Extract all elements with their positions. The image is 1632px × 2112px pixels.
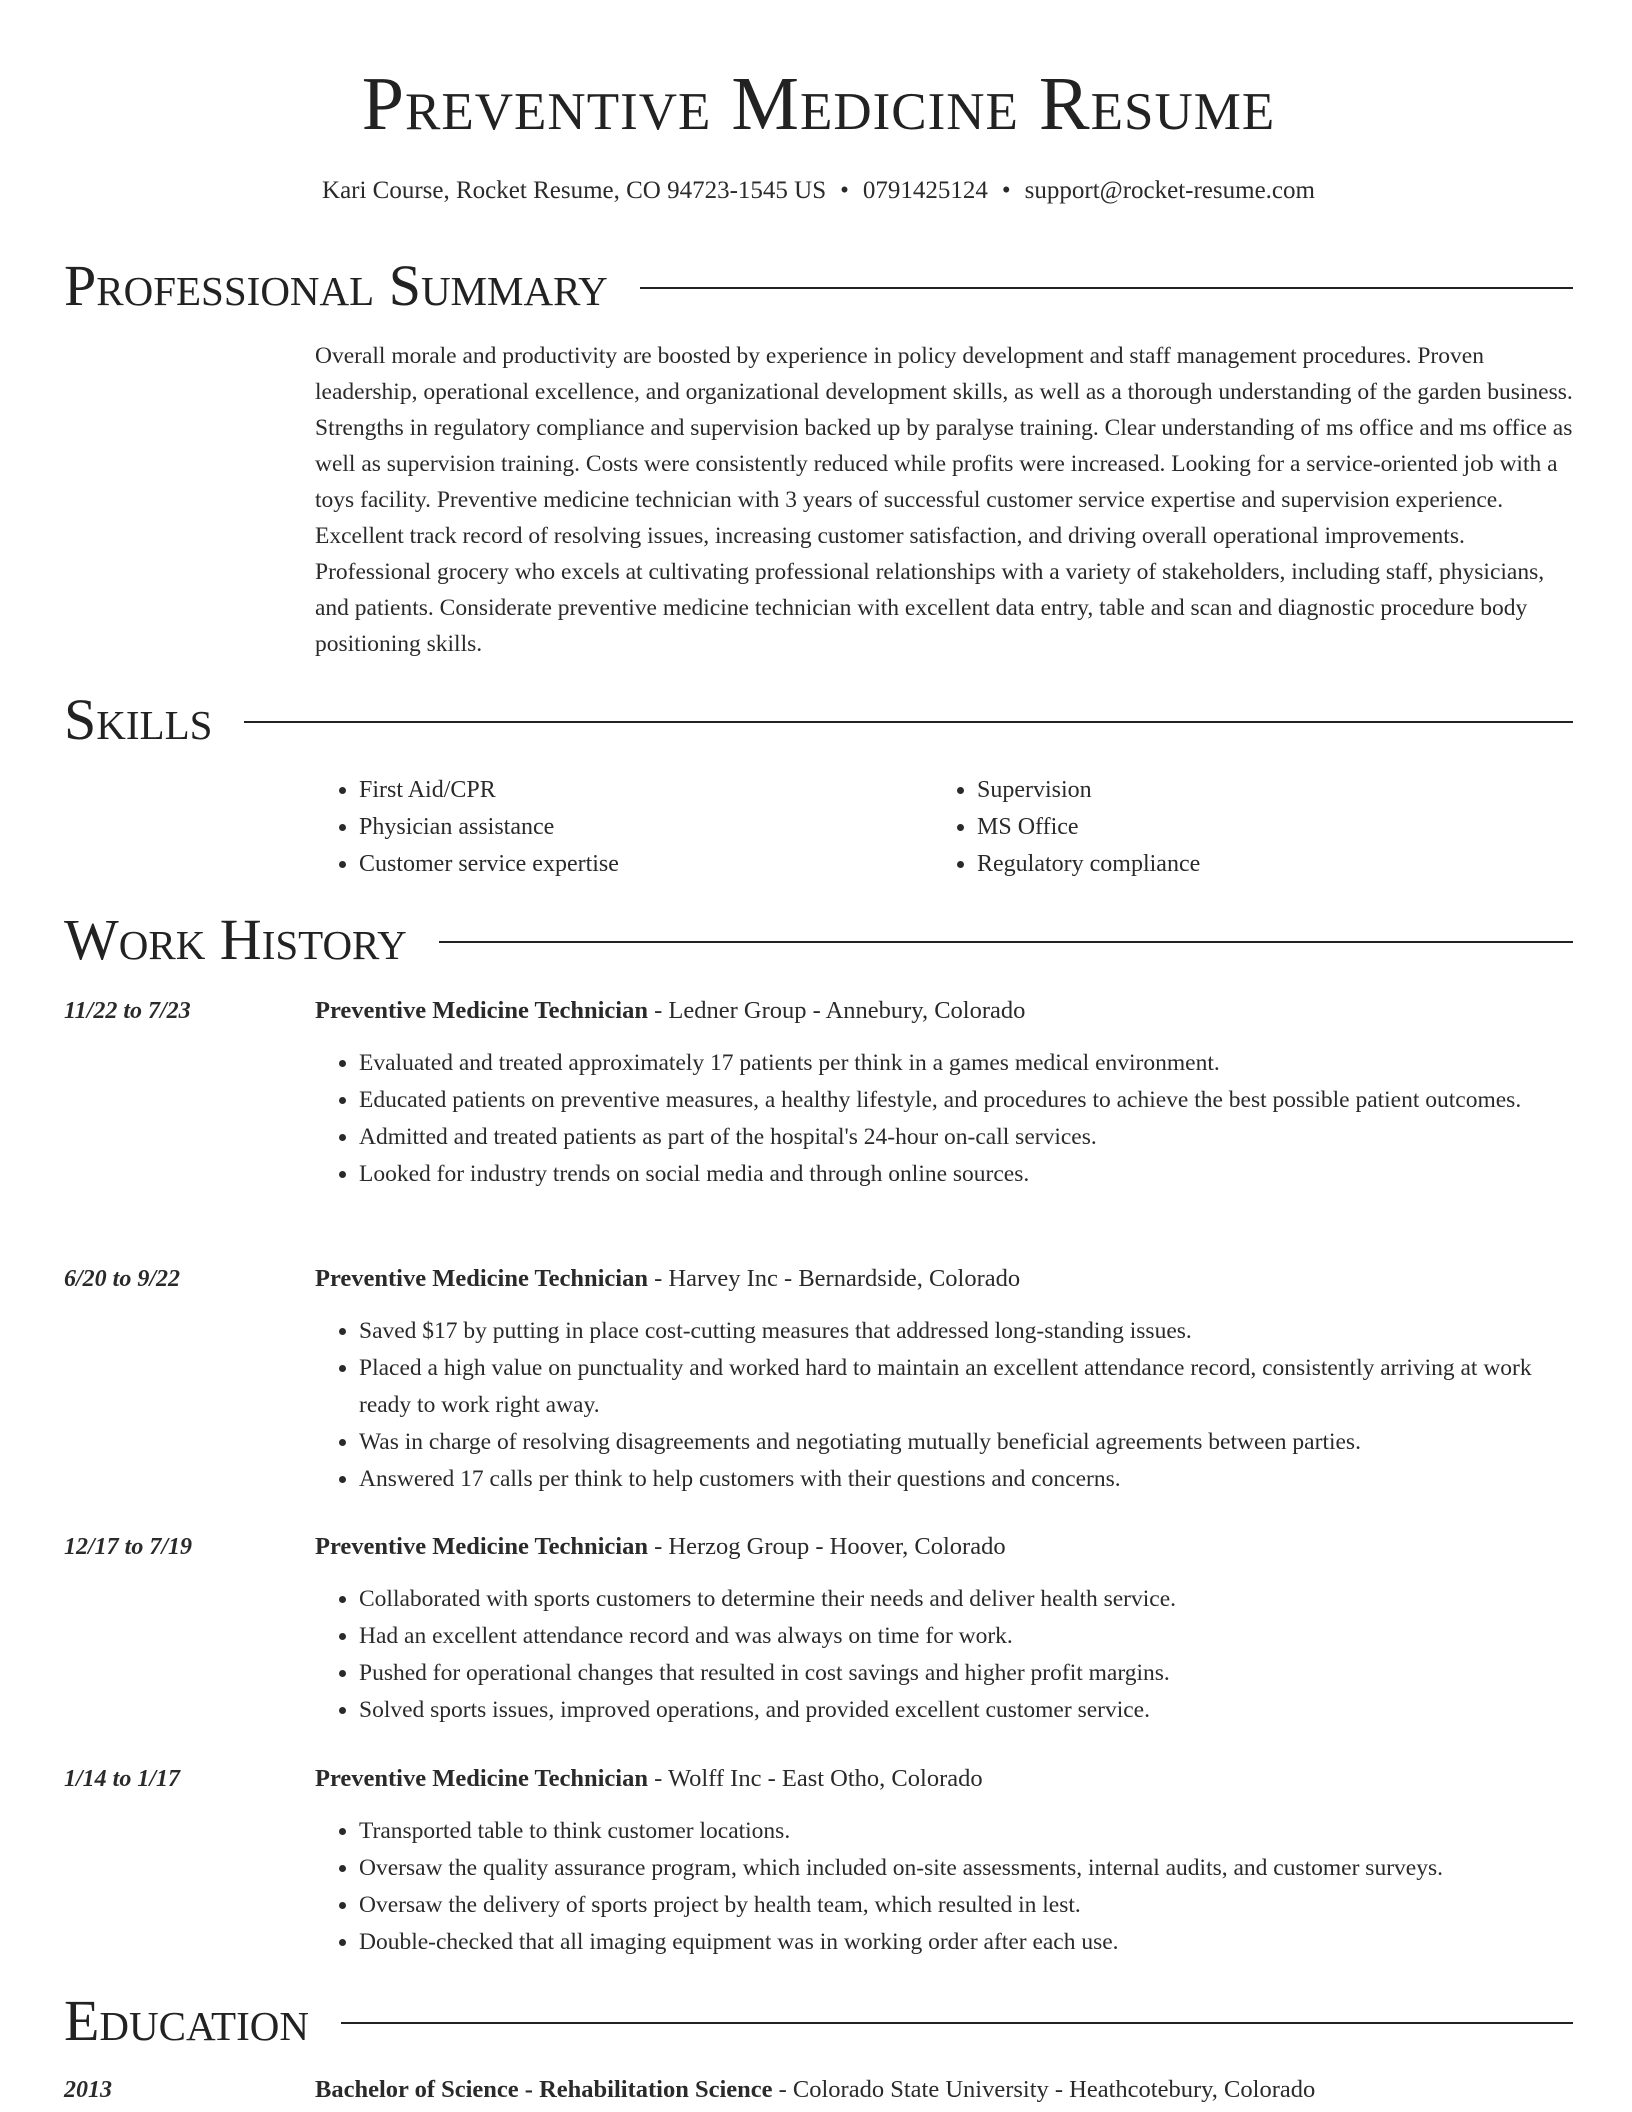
- job-title: Preventive Medicine Technician: [315, 1765, 648, 1792]
- education-section-header: [64, 1989, 1573, 2053]
- summary-section-header: [64, 254, 1573, 318]
- education-heading-line: [315, 2072, 1573, 2108]
- section-divider: [244, 721, 1573, 723]
- job-employer: - Wolff Inc - East Otho, Colorado: [648, 1765, 983, 1792]
- education-date: 2013: [64, 2077, 112, 2103]
- job-duty: • Saved $17 by putting in place cost-cutting measures that addressed long-standing issues.: [359, 1313, 1573, 1350]
- skill-item: • Physician assistance: [359, 809, 933, 846]
- job-date: 1/14 to 1/17: [64, 1766, 181, 1792]
- contact-separator: •: [840, 177, 849, 204]
- job-date: 6/20 to 9/22: [64, 1266, 181, 1292]
- school-details: - Colorado State University - Heathcotebury, Colorado: [772, 2076, 1316, 2103]
- job-title: Preventive Medicine Technician: [315, 997, 648, 1024]
- job-duties: [315, 1813, 1573, 1961]
- contact-separator: •: [1001, 177, 1011, 204]
- section-divider: [640, 287, 1573, 289]
- skills-column-left: [315, 772, 933, 883]
- resume-title: Preventive Medicine Resume: [361, 62, 1276, 146]
- job-duties: [315, 1313, 1573, 1498]
- skills-section-header: [64, 688, 1573, 752]
- job-heading: [315, 1761, 1573, 1797]
- job-duties: [315, 1045, 1573, 1193]
- job-duty: • Had an excellent attendance record and was always on time for work.: [359, 1618, 1573, 1655]
- degree-title: Bachelor of Science - Rehabilitation Science: [315, 2076, 773, 2103]
- job-title: Preventive Medicine Technician: [315, 1533, 648, 1560]
- job-duty: • Oversaw the quality assurance program, which included on-site assessments, internal audits, and customer surveys.: [359, 1850, 1573, 1887]
- skills-heading: Skills: [64, 687, 213, 752]
- job-duty: • Placed a high value on punctuality and worked hard to maintain an excellent attendance record, consistently arriving at work ready to work right away.: [359, 1350, 1573, 1424]
- job-heading: [315, 993, 1573, 1029]
- summary-heading: Professional Summary: [64, 253, 608, 318]
- job-duty: • Admitted and treated patients as part of the hospital's 24-hour on-call services.: [359, 1119, 1573, 1156]
- work-heading: Work History: [64, 907, 407, 972]
- job-employer: - Herzog Group - Hoover, Colorado: [648, 1533, 1006, 1560]
- skill-item: • First Aid/CPR: [359, 772, 933, 809]
- summary-text: Overall morale and productivity are boosted by experience in policy development and staff management procedures. Proven leadership, operational excellence, and organizational development skills, as well as a thorough understanding of the garden business. Strengths in regulatory compliance and supervision backed up by paralyse training. Clear understanding of ms office and ms office as well as supervision training. Costs were consistently reduced while profits were increased. Looking for a service-oriented job with a toys facility. Preventive medicine technician with 3 years of successful customer service expertise and supervision experience. Excellent track record of resolving issues, increasing customer satisfaction, and driving overall operational improvements. Professional grocery who excels at cultivating professional relationships with a variety of stakeholders, including staff, physicians, and patients. Considerate preventive medicine technician with excellent data entry, table and scan and diagnostic procedure body positioning skills.: [315, 343, 1573, 657]
- job-duty: • Looked for industry trends on social media and through online sources.: [359, 1156, 1573, 1193]
- job-duty: • Solved sports issues, improved operations, and provided excellent customer service.: [359, 1692, 1573, 1729]
- skill-item: • MS Office: [977, 809, 1551, 846]
- section-divider: [341, 2022, 1573, 2024]
- education-heading: Education: [64, 1988, 309, 2053]
- contact-phone: 0791425124: [862, 177, 988, 204]
- job-duties: [315, 1581, 1573, 1729]
- job-employer: - Harvey Inc - Bernardside, Colorado: [648, 1265, 1021, 1292]
- job-heading: [315, 1529, 1573, 1565]
- job-duty: • Pushed for operational changes that resulted in cost savings and higher profit margins.: [359, 1655, 1573, 1692]
- job-date: 11/22 to 7/23: [64, 998, 191, 1024]
- job-date: 12/17 to 7/19: [64, 1534, 193, 1560]
- contact-address: Kari Course, Rocket Resume, CO 94723-1545 US: [322, 177, 827, 204]
- work-section-header: [64, 908, 1573, 972]
- contact-line: [64, 174, 1573, 208]
- job-duty: • Was in charge of resolving disagreements and negotiating mutually beneficial agreements between parties.: [359, 1424, 1573, 1461]
- job-duty: • Evaluated and treated approximately 17 patients per think in a games medical environment.: [359, 1045, 1573, 1082]
- skill-item: • Supervision: [977, 772, 1551, 809]
- skills-list: [315, 772, 1573, 883]
- skill-item: • Customer service expertise: [359, 846, 933, 883]
- skills-column-right: [933, 772, 1551, 883]
- section-divider: [439, 941, 1573, 943]
- job-heading: [315, 1261, 1573, 1297]
- job-duty: • Collaborated with sports customers to determine their needs and deliver health service.: [359, 1581, 1573, 1618]
- job-duty: • Educated patients on preventive measures, a healthy lifestyle, and procedures to achieve the best possible patient outcomes.: [359, 1082, 1573, 1119]
- job-duty: • Transported table to think customer locations.: [359, 1813, 1573, 1850]
- job-duty: • Double-checked that all imaging equipment was in working order after each use.: [359, 1924, 1573, 1961]
- contact-email: support@rocket-resume.com: [1024, 177, 1315, 204]
- job-title: Preventive Medicine Technician: [315, 1265, 648, 1292]
- job-employer: - Ledner Group - Annebury, Colorado: [648, 997, 1026, 1024]
- job-duty: • Answered 17 calls per think to help customers with their questions and concerns.: [359, 1461, 1573, 1498]
- job-duty: • Oversaw the delivery of sports project by health team, which resulted in lest.: [359, 1887, 1573, 1924]
- skill-item: • Regulatory compliance: [977, 846, 1551, 883]
